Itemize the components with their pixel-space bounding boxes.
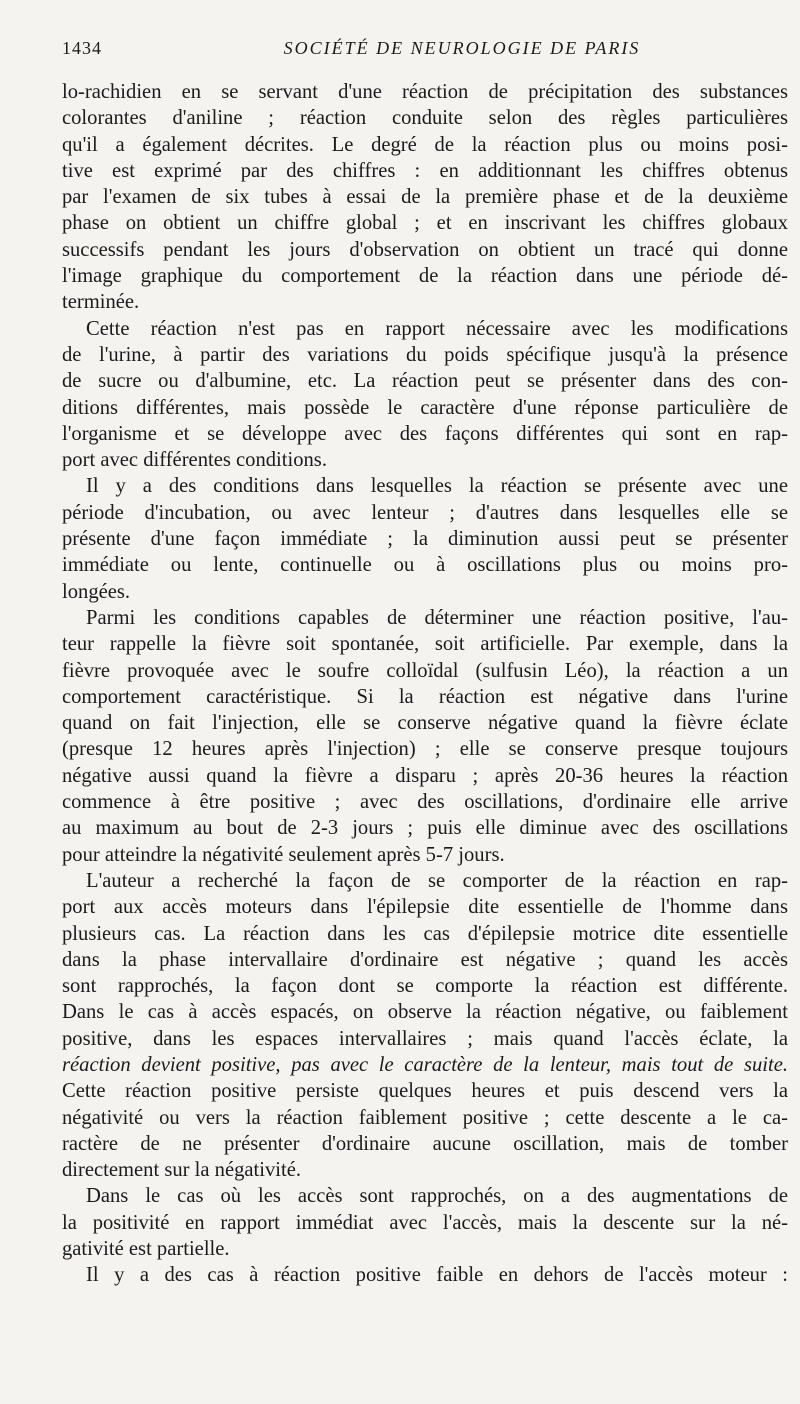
text-line: Dans le cas à accès espacés, on observe la réaction négative, ou faiblement — [62, 1001, 788, 1024]
body-text — [62, 79, 788, 1289]
text-line: la positivité en rapport immédiat avec l'accès, mais la descente sur la né- — [62, 1211, 788, 1234]
paragraph-1 — [62, 79, 788, 316]
text-line: période d'incubation, ou avec lenteur ; d'autres dans lesquelles elle se — [62, 501, 788, 524]
text-line: Cette réaction n'est pas en rapport nécessaire avec les modifications — [86, 317, 788, 340]
text-line: lo-rachidien en se servant d'une réaction de précipitation des substances — [62, 81, 788, 103]
text-line: successifs pendant les jours d'observation on obtient un tracé qui donne — [62, 238, 788, 261]
text-line: l'organisme et se développe avec des façons différentes qui sont en rap- — [62, 422, 788, 445]
text-line: ractère de ne présenter d'ordinaire aucune oscillation, mais de tomber — [62, 1132, 788, 1155]
text-line-italic: réaction devient positive, pas avec le caractère de la lenteur, mais tout de suite. — [62, 1053, 788, 1076]
text-line: Parmi les conditions capables de déterminer une réaction positive, l'au- — [86, 606, 788, 629]
page-number: 1434 — [62, 38, 102, 58]
text-line: dans la phase intervallaire d'ordinaire est négative ; quand les accès — [62, 948, 788, 971]
text-line: qu'il a également décrites. Le degré de la réaction plus ou moins posi- — [62, 133, 788, 156]
text-line: immédiate ou lente, continuelle ou à oscillations plus ou moins pro- — [62, 554, 788, 577]
text-line: gativité est partielle. — [62, 1238, 230, 1261]
text-line: positive, dans les espaces intervallaires ; mais quand l'accès éclate, la — [62, 1027, 788, 1050]
text-line: longées. — [62, 580, 131, 603]
text-line: commence à être positive ; avec des oscillations, d'ordinaire elle arrive — [62, 791, 788, 814]
text-line: négativité ou vers la réaction faiblement positive ; cette descente a le ca- — [62, 1106, 788, 1129]
text-line: Dans le cas où les accès sont rapprochés, on a des augmentations de — [86, 1185, 788, 1208]
text-line: par l'examen de six tubes à essai de la première phase et de la deuxième — [62, 186, 788, 209]
text-line: de l'urine, à partir des variations du poids spécifique jusqu'à la présence — [62, 343, 788, 366]
text-line: port aux accès moteurs dans l'épilepsie dite essentielle de l'homme dans — [62, 896, 788, 919]
paragraph-7 — [62, 1262, 788, 1288]
text-line: fièvre provoquée avec le soufre colloïdal (sulfusin Léo), la réaction a un — [62, 659, 788, 682]
paragraph-6 — [62, 1183, 788, 1262]
text-line: au maximum au bout de 2-3 jours ; puis elle diminue avec des oscillations — [62, 817, 788, 840]
text-line: Il y a des cas à réaction positive faible en dehors de l'accès moteur : — [86, 1264, 788, 1287]
text-line: sont rapprochés, la façon dont se comporte la réaction est différente. — [62, 975, 788, 998]
text-line: pour atteindre la négativité seulement après 5-7 jours. — [62, 843, 505, 866]
text-line: directement sur la négativité. — [62, 1159, 302, 1182]
text-line: port avec différentes conditions. — [62, 449, 327, 472]
paragraph-3 — [62, 473, 788, 604]
text-line: l'image graphique du comportement de la réaction dans une période dé- — [62, 265, 788, 288]
text-line: terminée. — [62, 291, 140, 314]
text-line: (presque 12 heures après l'injection) ; elle se conserve presque toujours — [62, 738, 788, 761]
text-line: Il y a des conditions dans lesquelles la réaction se présente avec une — [86, 475, 788, 498]
text-line: de sucre ou d'albumine, etc. La réaction peut se présenter dans des con- — [62, 370, 788, 393]
running-title: SOCIÉTÉ DE NEUROLOGIE DE PARIS — [283, 38, 641, 58]
text-line: plusieurs cas. La réaction dans les cas d'épilepsie motrice dite essentielle — [62, 922, 788, 945]
paragraph-4 — [62, 605, 788, 868]
text-line: tive est exprimé par des chiffres : en additionnant les chiffres obtenus — [62, 159, 788, 182]
page-header — [62, 38, 792, 68]
text-line: comportement caractéristique. Si la réaction est négative dans l'urine — [62, 685, 788, 708]
text-line: colorantes d'aniline ; réaction conduite selon des règles particulières — [62, 107, 788, 130]
text-line: présente d'une façon immédiate ; la diminution aussi peut se présenter — [62, 528, 788, 551]
text-line: négative aussi quand la fièvre a disparu ; après 20-36 heures la réaction — [62, 764, 788, 787]
paragraph-2 — [62, 316, 788, 474]
text-line: quand on fait l'injection, elle se conserve négative quand la fièvre éclate — [62, 712, 788, 735]
paragraph-5 — [62, 868, 788, 1184]
text-line: Cette réaction positive persiste quelques heures et puis descend vers la — [62, 1080, 788, 1103]
text-line: teur rappelle la fièvre soit spontanée, soit artificielle. Par exemple, dans la — [62, 633, 788, 656]
text-line: phase on obtient un chiffre global ; et en inscrivant les chiffres globaux — [62, 212, 788, 235]
text-line: L'auteur a recherché la façon de se comporter de la réaction en rap- — [86, 869, 788, 892]
text-line: ditions différentes, mais possède le caractère d'une réponse particulière de — [62, 396, 788, 419]
